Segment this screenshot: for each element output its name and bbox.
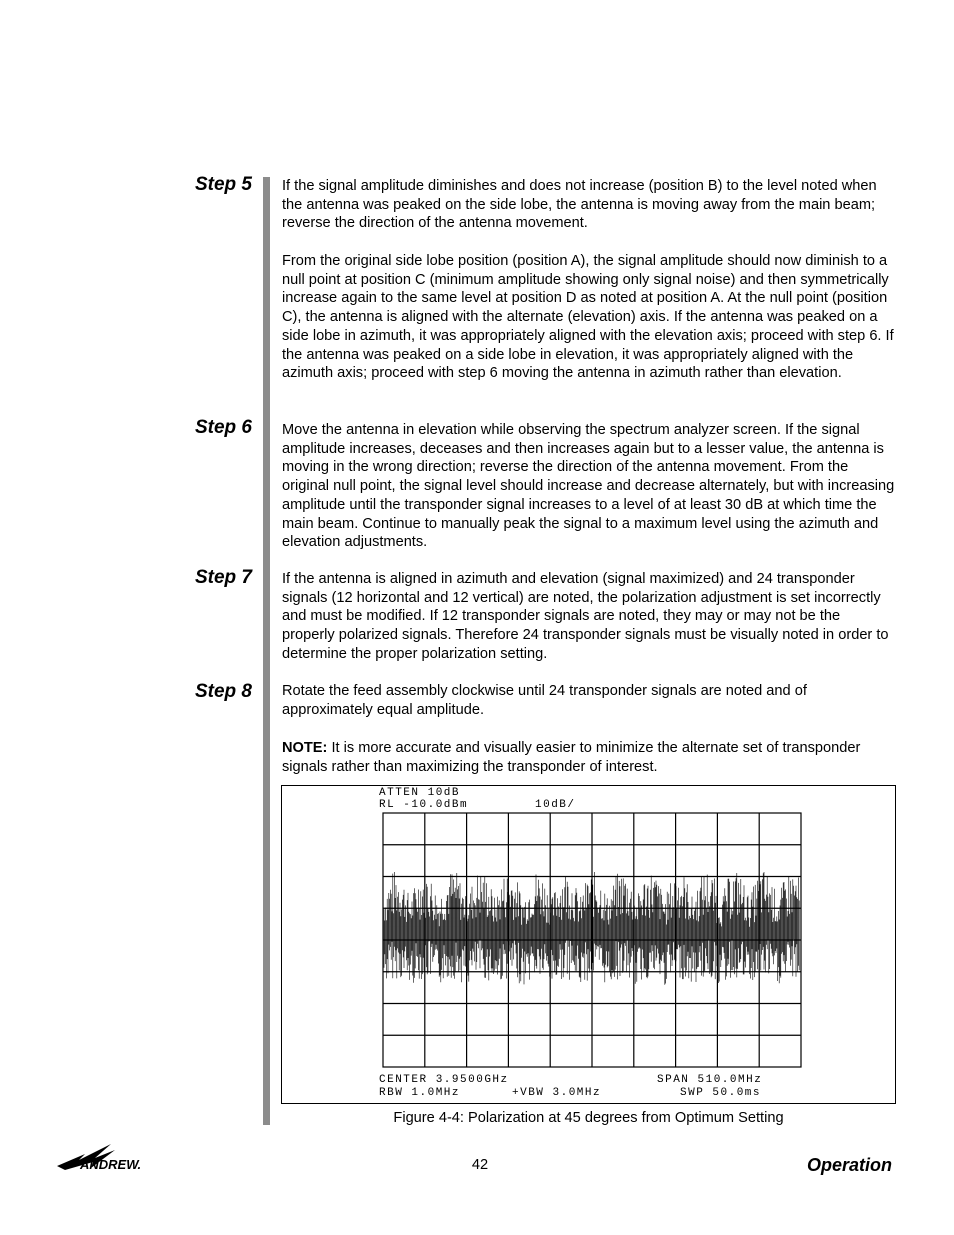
reference-level-readout: RL -10.0dBm	[379, 799, 469, 811]
section-name: Operation	[806, 1155, 892, 1175]
step-7-label: Step 7	[194, 567, 252, 588]
step-8-label: Step 8	[194, 681, 252, 702]
margin-rule	[263, 177, 270, 1125]
step-5-paragraph-1: If the signal amplitude diminishes and does not increase (position B) to the level noted when the antenna was peaked on the side lobe, the antenna is moving away from the main beam; reverse the direction of the antenna movement.	[282, 178, 877, 232]
scale-readout: 10dB/	[535, 799, 576, 811]
page-number: 42	[471, 1157, 489, 1173]
rbw-readout: RBW 1.0MHz	[379, 1087, 461, 1099]
note-paragraph	[282, 739, 896, 776]
step-6-paragraph: Move the antenna in elevation while observing the spectrum analyzer screen. If the signal amplitude increases, deceases and then increases again but to a lesser value, the antenna is moving in the wrong direction; reverse the direction of the antenna movement. From the original null point, the signal level should increase and decrease alternately, but with increasing amplitude until the transponder signal increases to a level of at least 30 dB at which time the main beam. Continue to manually peak the signal to a maximum level using the azimuth and elevation adjustments.	[282, 422, 895, 551]
step-5-paragraph-2: From the original side lobe position (position A), the signal amplitude should now diminish to a null point at position C (minimum amplitude showing only signal noise) and then symmetrically increase again to the same level at position D as noted at position A. At the null point (position C), the antenna is aligned with the alternate (elevation) axis. If the antenna was peaked on a side lobe in azimuth, it was appropriately aligned with the elevation axis; proceed with step 6. If the antenna was peaked on a side lobe in elevation, it was appropriately aligned with the azimuth axis; proceed with step 6 moving the antenna in azimuth rather than elevation.	[282, 253, 894, 382]
step-7-paragraph: If the antenna is aligned in azimuth and elevation (signal maximized) and 24 transponder signals (12 horizontal and 12 vertical) are noted, the polarization adjustment is set incorrectly and must be modified. If 12 transponder signals are noted, they may or may not be the properly polarized signals. Therefore 24 transponder signals must be visually noted in order to determine the proper polarization setting.	[282, 571, 889, 662]
span-readout: SPAN 510.0MHz	[657, 1074, 763, 1086]
step-5-label: Step 5	[194, 174, 252, 195]
andrew-logo-text: ANDREW.	[80, 1157, 142, 1172]
sweep-readout: SWP 50.0ms	[680, 1087, 762, 1099]
center-frequency-readout: CENTER 3.9500GHz	[379, 1074, 509, 1086]
note-text: It is more accurate and visually easier to minimize the alternate set of transponder signals rather than maximizing the transponder of interest.	[282, 740, 861, 775]
vbw-readout: +VBW 3.0MHz	[512, 1087, 602, 1099]
spectrum-trace-plot	[382, 812, 802, 1068]
figure-caption: Figure 4-4: Polarization at 45 degrees from Optimum Setting	[393, 1110, 784, 1126]
note-label: NOTE:	[282, 740, 328, 756]
step-8-paragraph: Rotate the feed assembly clockwise until 24 transponder signals are noted and of approximately equal amplitude.	[282, 683, 807, 718]
spectrum-analyzer-figure	[281, 785, 896, 1104]
atten-readout: ATTEN 10dB	[379, 787, 461, 799]
step-6-label: Step 6	[194, 417, 252, 438]
